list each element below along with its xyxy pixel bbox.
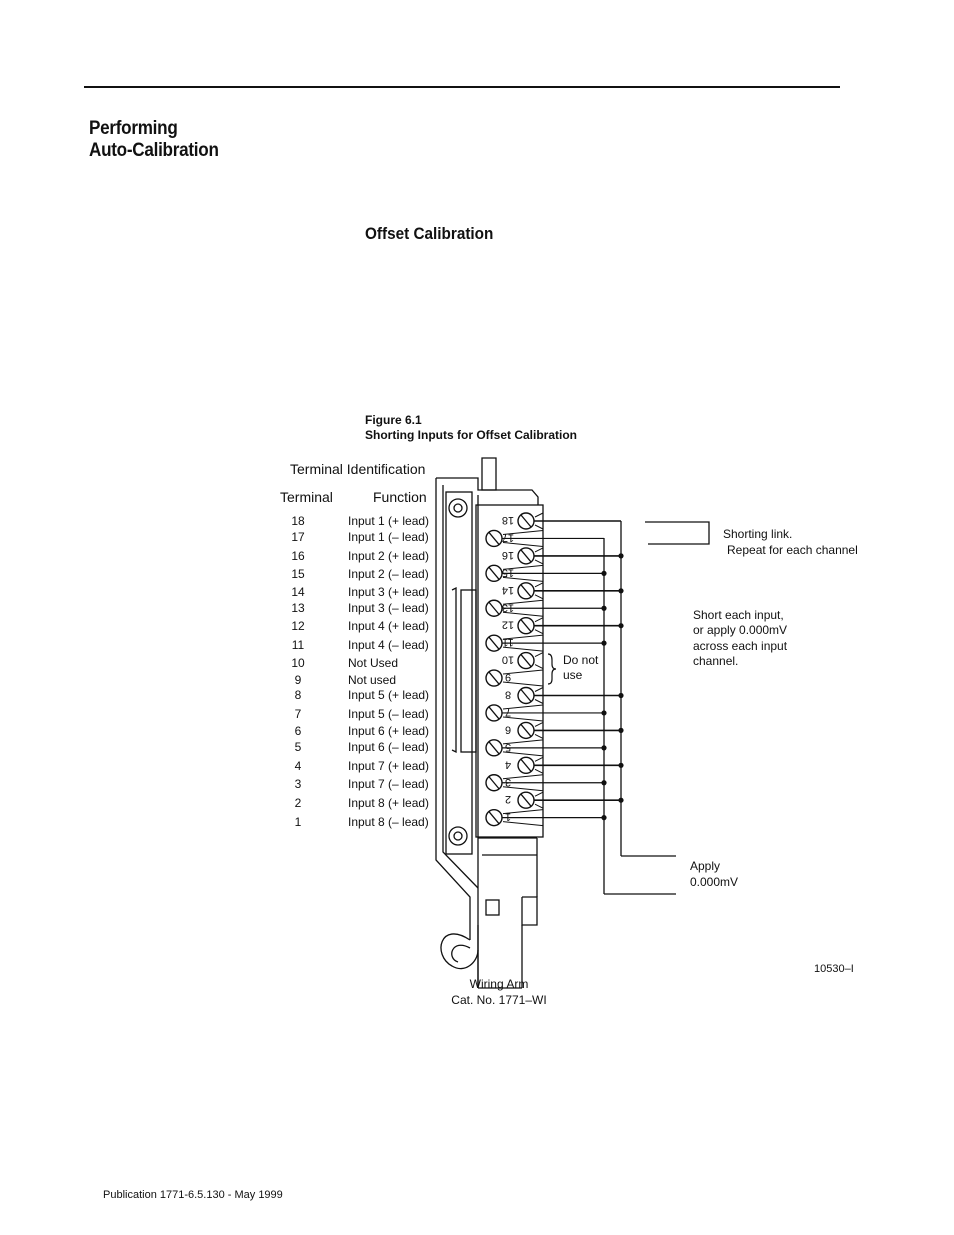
junction-dot-16 [618, 553, 623, 558]
terminal-label-2: 2 [504, 793, 512, 806]
terminal-screws [486, 513, 543, 826]
junction-dot-8 [618, 693, 623, 698]
terminal-number-11: 11 [291, 638, 305, 652]
terminal-number-3: 3 [294, 777, 302, 791]
do-not-use-label-line2: use [563, 668, 583, 682]
figure-title: Shorting Inputs for Offset Calibration [365, 428, 577, 442]
junction-dot-5 [601, 745, 606, 750]
terminal-label-17: 17 [501, 531, 515, 544]
junction-dot-14 [618, 588, 623, 593]
junction-dot-1 [601, 815, 606, 820]
terminal-number-18: 18 [291, 514, 305, 528]
terminal-function-3: Input 7 (– lead) [348, 777, 429, 791]
short-each-line4: channel. [693, 654, 739, 668]
short-each-line1: Short each input, [693, 608, 784, 622]
junction-dot-3 [601, 780, 606, 785]
wiring-arm-label-line1: Wiring Arm [469, 977, 529, 991]
section-title-line2: Auto-Calibration [89, 140, 219, 161]
terminal-function-13: Input 3 (– lead) [348, 601, 429, 615]
terminal-number-12: 12 [291, 619, 305, 633]
short-each-line3: across each input [693, 639, 788, 653]
junction-dot-7 [601, 710, 606, 715]
junction-dot-2 [618, 798, 623, 803]
terminal-number-13: 13 [291, 601, 305, 615]
section-title-line1: Performing [89, 118, 178, 139]
col-terminal-heading: Terminal [280, 489, 333, 505]
terminal-function-8: Input 5 (+ lead) [348, 688, 430, 702]
junction-dot-4 [618, 763, 623, 768]
terminal-number-16: 16 [291, 549, 305, 563]
terminal-label-8: 8 [504, 688, 512, 701]
terminal-label-10: 10 [501, 653, 515, 666]
shorting-link-symbol [645, 522, 709, 544]
terminal-number-7: 7 [294, 707, 302, 721]
terminal-function-9: Not used [348, 673, 397, 687]
junction-dot-13 [601, 606, 606, 611]
terminal-function-5: Input 6 (– lead) [348, 740, 429, 754]
terminal-label-18: 18 [501, 514, 515, 526]
apply-label-line2: 0.000mV [690, 875, 739, 889]
junction-dot-11 [601, 641, 606, 646]
terminal-label-6: 6 [504, 723, 512, 736]
junction-dot-15 [601, 571, 606, 576]
shorting-link-label-line2: Repeat for each channel [727, 543, 858, 557]
terminal-number-17: 17 [291, 530, 305, 544]
figure-number: Figure 6.1 [365, 413, 422, 427]
mounting-screw-top [449, 499, 467, 517]
terminal-function-6: Input 6 (+ lead) [348, 724, 430, 738]
junction-dot-6 [618, 728, 623, 733]
terminal-number-14: 14 [291, 585, 305, 599]
terminal-number-10: 10 [291, 656, 305, 670]
shorting-link-label-line1: Shorting link. [723, 527, 793, 541]
col-function-heading: Function [373, 489, 427, 505]
apply-label-line1: Apply [690, 859, 721, 873]
mounting-screw-bottom [449, 827, 467, 845]
terminal-function-10: Not Used [348, 656, 399, 670]
figure-code: 10530–I [814, 963, 854, 975]
terminal-label-7: 7 [504, 705, 512, 718]
terminal-number-1: 1 [294, 815, 302, 829]
terminal-clamp-10 [535, 653, 543, 669]
terminal-number-6: 6 [294, 724, 302, 738]
wiring-arm-label-line2: Cat. No. 1771–WI [451, 993, 547, 1007]
terminal-number-2: 2 [294, 796, 302, 810]
terminal-label-13: 13 [501, 601, 515, 614]
terminal-function-12: Input 4 (+ lead) [348, 619, 430, 633]
footer-publication: Publication 1771-6.5.130 - May 1999 [103, 1189, 283, 1201]
terminal-function-2: Input 8 (+ lead) [348, 796, 430, 810]
terminal-function-16: Input 2 (+ lead) [348, 549, 430, 563]
terminal-number-8: 8 [294, 688, 302, 702]
do-not-use-brace [548, 654, 556, 684]
terminal-function-1: Input 8 (– lead) [348, 815, 429, 829]
table-heading: Terminal Identification [290, 461, 426, 477]
terminal-number-15: 15 [291, 567, 305, 581]
terminal-function-15: Input 2 (– lead) [348, 567, 429, 581]
terminal-function-4: Input 7 (+ lead) [348, 759, 430, 773]
short-each-line2: or apply 0.000mV [693, 623, 788, 637]
terminal-label-1: 1 [504, 810, 512, 823]
terminal-label-11: 11 [502, 636, 514, 649]
terminal-label-15: 15 [501, 566, 515, 579]
terminal-function-7: Input 5 (– lead) [348, 707, 429, 721]
do-not-use-label-line1: Do not [563, 653, 599, 667]
terminal-label-5: 5 [504, 740, 512, 753]
terminal-number-9: 9 [294, 673, 302, 687]
terminal-label-16: 16 [501, 548, 515, 561]
terminal-table [291, 514, 429, 829]
terminal-label-4: 4 [504, 758, 512, 771]
terminal-function-11: Input 4 (– lead) [348, 638, 429, 652]
terminal-function-14: Input 3 (+ lead) [348, 585, 430, 599]
terminal-label-3: 3 [504, 775, 512, 788]
terminal-number-4: 4 [294, 759, 302, 773]
junction-dot-12 [618, 623, 623, 628]
terminal-label-9: 9 [504, 671, 512, 684]
terminal-label-14: 14 [501, 583, 515, 596]
terminal-number-5: 5 [294, 740, 302, 754]
terminal-function-17: Input 1 (– lead) [348, 530, 429, 544]
subsection-title: Offset Calibration [365, 224, 494, 243]
terminal-function-18: Input 1 (+ lead) [348, 514, 430, 528]
terminal-label-12: 12 [501, 618, 515, 631]
